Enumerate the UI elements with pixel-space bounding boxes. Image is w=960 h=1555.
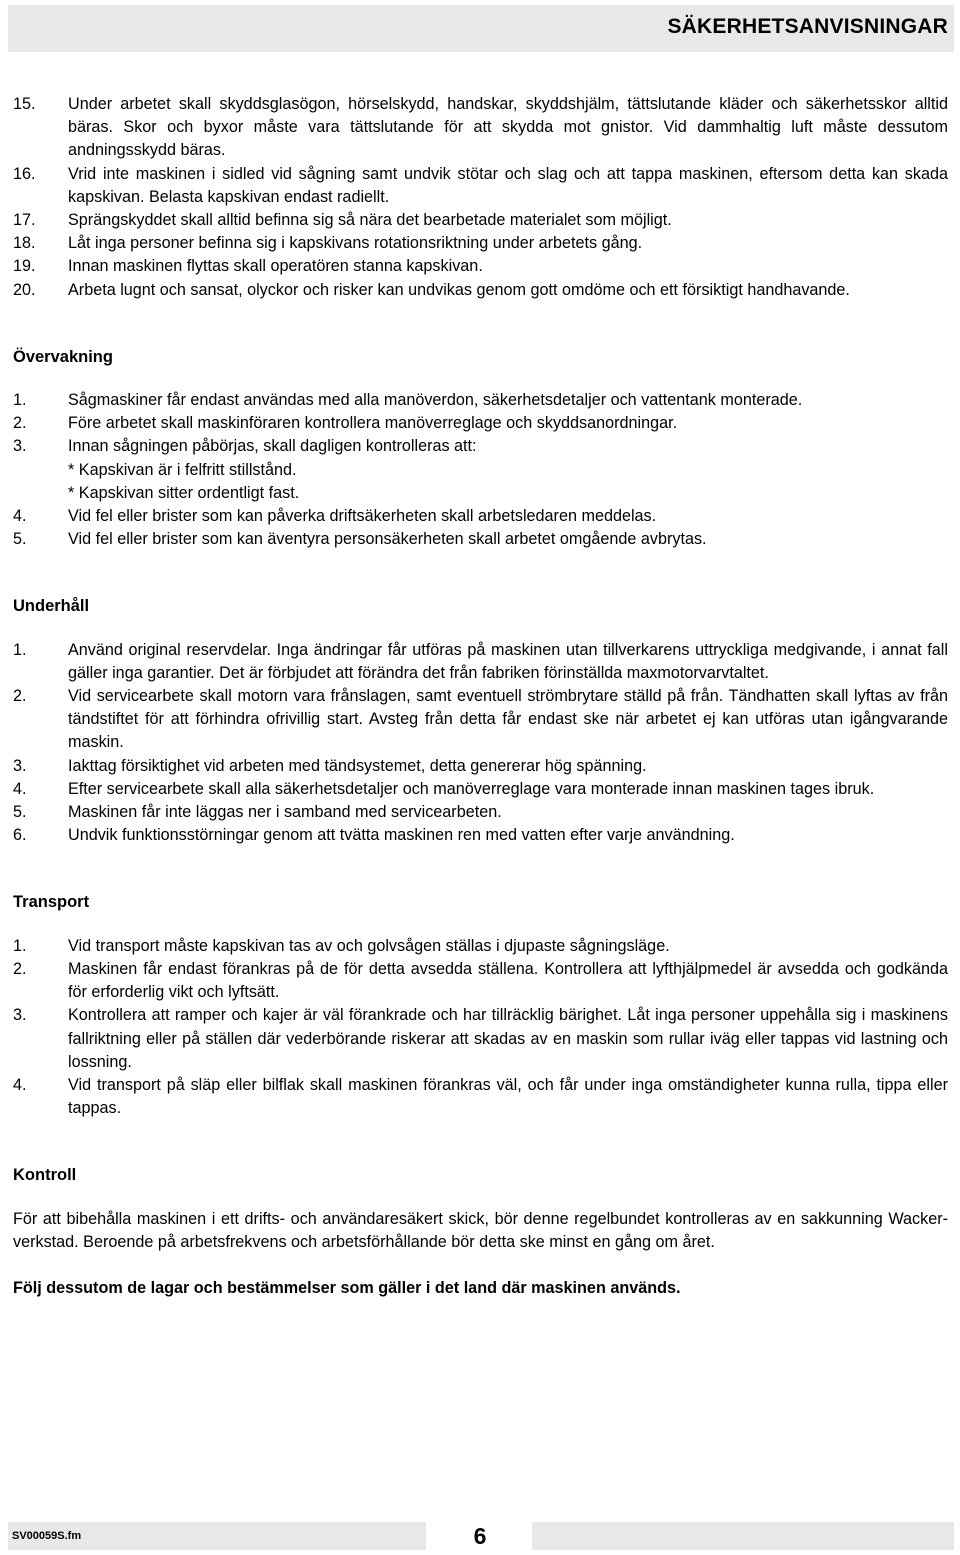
item-number: 20. — [13, 280, 36, 299]
item-text: Vrid inte maskinen i sidled vid sågning samt undvik stötar och slag och att tappa maskinen, eftersom detta kan skada kapskivan. Belasta kapskivan endast radiellt. — [68, 164, 948, 206]
section-heading-overvakning: Övervakning — [13, 347, 113, 366]
list-item — [13, 935, 948, 958]
transport-list — [13, 935, 948, 1121]
item-text: Kontrollera att ramper och kajer är väl förankrade och har tillräcklig bärighet. Låt inga personer uppehålla sig i maskinens fallriktning eller på ställen där vederbörande riskerar att skadas av en maskin som rullar iväg eller tappas vid lastning och lossning. — [68, 1006, 948, 1071]
item-number: 2. — [13, 687, 27, 706]
list-item — [13, 163, 948, 209]
section-heading-kontroll: Kontroll — [13, 1166, 77, 1185]
sub-item-text: * Kapskivan är i felfritt stillstånd. — [68, 460, 297, 479]
list-item — [13, 824, 948, 847]
list-item — [13, 755, 948, 778]
item-number: 18. — [13, 234, 36, 253]
item-text: Låt inga personer befinna sig i kapskivans rotationsriktning under arbetets gång. — [68, 234, 643, 253]
section-heading-transport: Transport — [13, 893, 90, 912]
list-item — [13, 232, 948, 255]
item-number: 5. — [13, 803, 27, 822]
item-number: 2. — [13, 959, 27, 978]
list-item — [13, 639, 948, 685]
item-text: Vid fel eller brister som kan påverka driftsäkerheten skall arbetsledaren meddelas. — [68, 507, 657, 526]
item-text: Vid fel eller brister som kan äventyra personsäkerheten skall arbetet omgående avbrytas. — [68, 530, 707, 549]
item-text: Vid servicearbete skall motorn vara frånslagen, samt eventuell strömbrytare ställd på från. Tändhatten skall lyftas av från tändstiftet för att förhindra ofrivillig start. Avsteg från detta får endast ske när arbetet ej kan utföras utan igångvarande maskin. — [68, 687, 948, 752]
list-item — [13, 1074, 948, 1120]
list-item — [13, 93, 948, 163]
intro-list — [13, 93, 948, 302]
legal-note: Följ dessutom de lagar och bestämmelser som gäller i det land där maskinen används. — [13, 1278, 681, 1297]
section-heading-underhall: Underhåll — [13, 597, 90, 616]
item-text: Vid transport på släp eller bilflak skall maskinen förankras väl, och får under inga omständigheter kunna rulla, tippa eller tappas. — [68, 1075, 948, 1118]
item-number: 4. — [13, 779, 27, 798]
item-number: 3. — [13, 437, 27, 456]
list-item — [13, 528, 948, 551]
kontroll-paragraph: För att bibehålla maskinen i ett drifts- och användaresäkert skick, bör denne regelbundet kontrolleras av en sakkunning Wacker-verkstad. Beroende på arbetsfrekvens och arbetsförhållande bör detta ske minst en gång om året. — [13, 1209, 948, 1251]
document-body — [13, 93, 948, 1300]
item-text: Innan sågningen påbörjas, skall dagligen kontrolleras att: — [68, 437, 477, 456]
overvakning-list — [13, 389, 948, 551]
list-item — [13, 685, 948, 755]
list-item — [13, 958, 948, 1004]
item-text: Innan maskinen flyttas skall operatören stanna kapskivan. — [68, 257, 483, 276]
item-number: 1. — [13, 391, 27, 410]
item-number: 3. — [13, 756, 27, 775]
item-text: Maskinen får endast förankras på de för detta avsedda ställena. Kontrollera att lyfthjälpmedel är avsedda och godkända för erforderlig vikt och lyftsätt. — [68, 959, 948, 1002]
item-number: 17. — [13, 211, 36, 230]
list-item — [13, 435, 948, 505]
page-title: SÄKERHETSANVISNINGAR — [667, 15, 948, 38]
footer-bar-right — [532, 1522, 954, 1550]
item-number: 6. — [13, 826, 27, 845]
item-number: 19. — [13, 257, 36, 276]
item-text: Undvik funktionsstörningar genom att tvätta maskinen ren med vatten efter varje användning. — [68, 826, 735, 845]
item-number: 1. — [13, 936, 27, 955]
item-number: 2. — [13, 414, 27, 433]
list-item — [13, 412, 948, 435]
item-number: 1. — [13, 640, 27, 659]
item-text: Sprängskyddet skall alltid befinna sig så nära det bearbetade materialet som möjligt. — [68, 211, 672, 230]
item-number: 16. — [13, 164, 36, 183]
footer-filename: SV00059S.fm — [12, 1530, 82, 1542]
item-text: Vid transport måste kapskivan tas av och golvsågen ställas i djupaste sågningsläge. — [68, 936, 670, 955]
list-item — [13, 1004, 948, 1074]
item-text-block — [68, 435, 948, 505]
item-text: Arbeta lugnt och sansat, olyckor och risker kan undvikas genom gott omdöme och ett försiktigt handhavande. — [68, 280, 850, 299]
page-number: 6 — [473, 1523, 487, 1549]
list-item — [13, 801, 948, 824]
item-text: Sågmaskiner får endast användas med alla manöverdon, säkerhetsdetaljer och vattentank monterade. — [68, 391, 803, 410]
list-item — [13, 209, 948, 232]
item-text: Maskinen får inte läggas ner i samband med servicearbeten. — [68, 803, 502, 822]
item-number: 3. — [13, 1006, 27, 1025]
list-item — [13, 778, 948, 801]
item-text: Efter servicearbete skall alla säkerhetsdetaljer och manöverreglage vara monterade innan maskinen tages ibruk. — [68, 779, 875, 798]
item-text: Iakttag försiktighet vid arbeten med tändsystemet, detta genererar hög spänning. — [68, 756, 647, 775]
item-number: 4. — [13, 507, 27, 526]
list-item — [13, 255, 948, 278]
item-text: Under arbetet skall skyddsglasögon, hörselskydd, handskar, skyddshjälm, tättslutande kläder och säkerhetsskor alltid bäras. Skor och byxor måste vara tättslutande för att skydda mot gnistor. Vid dammhaltig luft måste dessutom andningsskydd bäras. — [68, 95, 948, 160]
item-number: 15. — [13, 95, 36, 113]
underhall-list — [13, 639, 948, 848]
list-item — [13, 505, 948, 528]
item-text: Före arbetet skall maskinföraren kontrollera manöverreglage och skyddsanordningar. — [68, 414, 678, 433]
item-number: 5. — [13, 530, 27, 549]
list-item — [13, 279, 948, 302]
sub-item-text: * Kapskivan sitter ordentligt fast. — [68, 483, 300, 502]
list-item — [13, 389, 948, 412]
item-text: Använd original reservdelar. Inga ändringar får utföras på maskinen utan tillverkarens uttryckliga medgivande, i annat fall gäller inga garantier. Det är förbjudet att förändra det från fabriken förinställda maxmotorvarvtaltet. — [68, 640, 948, 682]
item-number: 4. — [13, 1075, 27, 1094]
